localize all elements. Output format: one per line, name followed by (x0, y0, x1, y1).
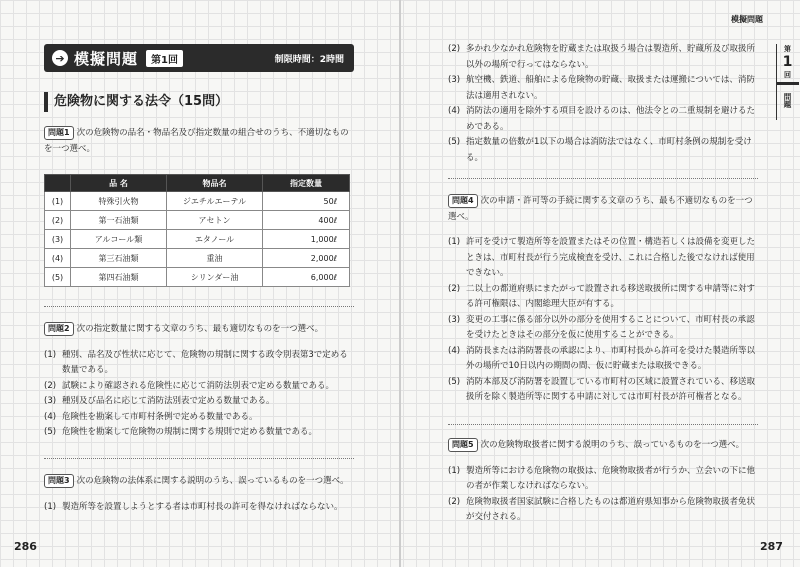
question-5 (448, 438, 758, 526)
table-cell: エタノール (167, 230, 263, 249)
option-item: (2) 危険物取扱者国家試験に合格したものは都道府県知事から危険物取扱者免状が交付される。 (448, 496, 756, 522)
dotted-divider (44, 306, 354, 307)
question-1 (44, 126, 354, 157)
dotted-divider (44, 458, 354, 459)
table-cell: (4) (45, 249, 71, 268)
table-cell: 50ℓ (263, 192, 350, 211)
option-item: (4) 消防法の適用を除外する項目を設けるのは、他法令との二重規制を避けるためである。 (448, 106, 756, 132)
option-item: (1) 製造所等における危険物の取扱は、危険物取扱者が行うか、立会いの下に他の者が作業しなければならない。 (448, 465, 756, 491)
table-cell: 重油 (167, 249, 263, 268)
question-tag: 問題5 (448, 438, 478, 452)
table-row (45, 249, 350, 268)
dotted-divider (448, 178, 758, 179)
question-2 (44, 322, 354, 441)
option-item: (2) 多かれ少なかれ危険物を貯蔵または取扱う場合は製造所、貯蔵所及び取扱所以外の場所で行ってはならない。 (448, 44, 756, 70)
option-item: (3) 種別及び品名に応じて消防法別表で定める数量である。 (44, 396, 275, 406)
option-item: (5) 指定数量の倍数が1以下の場合は消防法ではなく、市町村条例の規制を受ける。 (448, 137, 752, 163)
question-3 (44, 474, 354, 515)
question-text: 次の危険物の法体系に関する説明のうち、誤っているものを一つ選べ。 (76, 476, 349, 486)
option-item: (3) 航空機、鉄道、船舶による危険物の貯蔵、取扱または運搬については、消防法は適用されない。 (448, 75, 755, 101)
table-row (45, 268, 350, 287)
round-badge: 第1回 (146, 50, 183, 67)
time-limit: 制限時間：2時間 (274, 54, 344, 65)
option-item: (2) 試験により確認される危険性に応じて消防法別表で定める数量である。 (44, 380, 335, 391)
table-cell: (5) (45, 268, 71, 287)
table-header (45, 175, 71, 192)
table-header: 品 名 (71, 175, 167, 192)
table-row (45, 211, 350, 230)
option-item: (4) 消防長または消防署長の承認により、市町村長から許可を受けた製造所等以外の場所で10日以内の期間の間、仮に貯蔵または取扱できる。 (448, 345, 756, 371)
dotted-divider (448, 424, 758, 425)
table-cell: 特殊引火物 (71, 192, 167, 211)
question-text: 次の危険物取扱者に関する説明のうち、誤っているものを一つ選べ。 (480, 440, 745, 450)
table-cell: (2) (45, 211, 71, 230)
table-cell: 第一石油類 (71, 211, 167, 230)
option-item: (5) 危険性を勘案して危険物の規制に関する規則で定める数量である。 (44, 427, 318, 437)
question-tag: 問題3 (44, 474, 74, 488)
exam-title: 模擬問題 (74, 49, 139, 68)
table-header: 指定数量 (263, 175, 350, 192)
table-cell: シリンダー油 (167, 268, 263, 287)
table-header: 物品名 (167, 175, 263, 192)
table-cell: 400ℓ (263, 211, 350, 230)
quantity-table (44, 174, 350, 287)
table-cell: アセトン (167, 211, 263, 230)
page-number: 286 (14, 540, 37, 553)
question-text: 次の危険物の品名・物品名及び指定数量の組合せのうち、不適切なものを一つ選べ。 (44, 128, 349, 154)
table-row (45, 230, 350, 249)
table-cell: 6,000ℓ (263, 268, 350, 287)
option-item: (4) 危険性を勘案して市町村条例で定める数量である。 (44, 411, 258, 422)
question-tag: 問題4 (448, 194, 478, 208)
question-text: 次の指定数量に関する文章のうち、最も適切なものを一つ選べ。 (76, 324, 324, 334)
chapter-tab: 第 1 回 問題 (776, 44, 798, 120)
right-page (400, 0, 800, 567)
option-item: (1) 許可を受けて製造所等を設置またはその位置・構造若しくは設備を変更したときは、市町村長が行う完成検査を受け、これに合格した後でなければ使用できない。 (448, 237, 756, 278)
table-cell: ジエチルエーテル (167, 192, 263, 211)
option-item: (2) 二以上の都道府県にまたがって設置される移送取扱所に関する申請等に対する許可権限は、内閣総理大臣が有する。 (448, 283, 756, 309)
option-item: (3) 変更の工事に係る部分以外の部分を使用することについて、市町村長の承認を受けたときはその部分を仮に使用することができる。 (448, 314, 755, 340)
table-cell: 1,000ℓ (263, 230, 350, 249)
table-cell: アルコール類 (71, 230, 167, 249)
question-tag: 問題2 (44, 322, 74, 336)
table-cell: (1) (45, 192, 71, 211)
question-4 (448, 194, 758, 406)
exam-header-bar (44, 44, 354, 72)
option-item: (1) 種別、品名及び性状に応じて、危険物の規制に関する政令別表第3で定める数量である。 (44, 349, 348, 375)
table-cell: (3) (45, 230, 71, 249)
arrow-right-icon: ➔ (52, 50, 68, 66)
page-number: 287 (760, 540, 783, 553)
option-item: (5) 消防本部及び消防署を設置している市町村の区域に設置されている、移送取扱所を除く製造所等に関する申請に対しては市町村長が許可権者となる。 (448, 376, 756, 402)
section-title: 危険物に関する法令（15問） (44, 92, 228, 112)
running-head: 模擬問題 (731, 15, 763, 24)
table-cell: 第三石油類 (71, 249, 167, 268)
table-cell: 2,000ℓ (263, 249, 350, 268)
question-tag: 問題1 (44, 126, 74, 140)
table-cell: 第四石油類 (71, 268, 167, 287)
question-text: 次の申請・許可等の手続に関する文章のうち、最も不適切なものを一つ選べ。 (448, 196, 753, 222)
table-row (45, 192, 350, 211)
option-item: (1) 製造所等を設置しようとする者は市町村長の許可を得なければならない。 (44, 501, 343, 512)
question-3-continued (448, 42, 758, 166)
